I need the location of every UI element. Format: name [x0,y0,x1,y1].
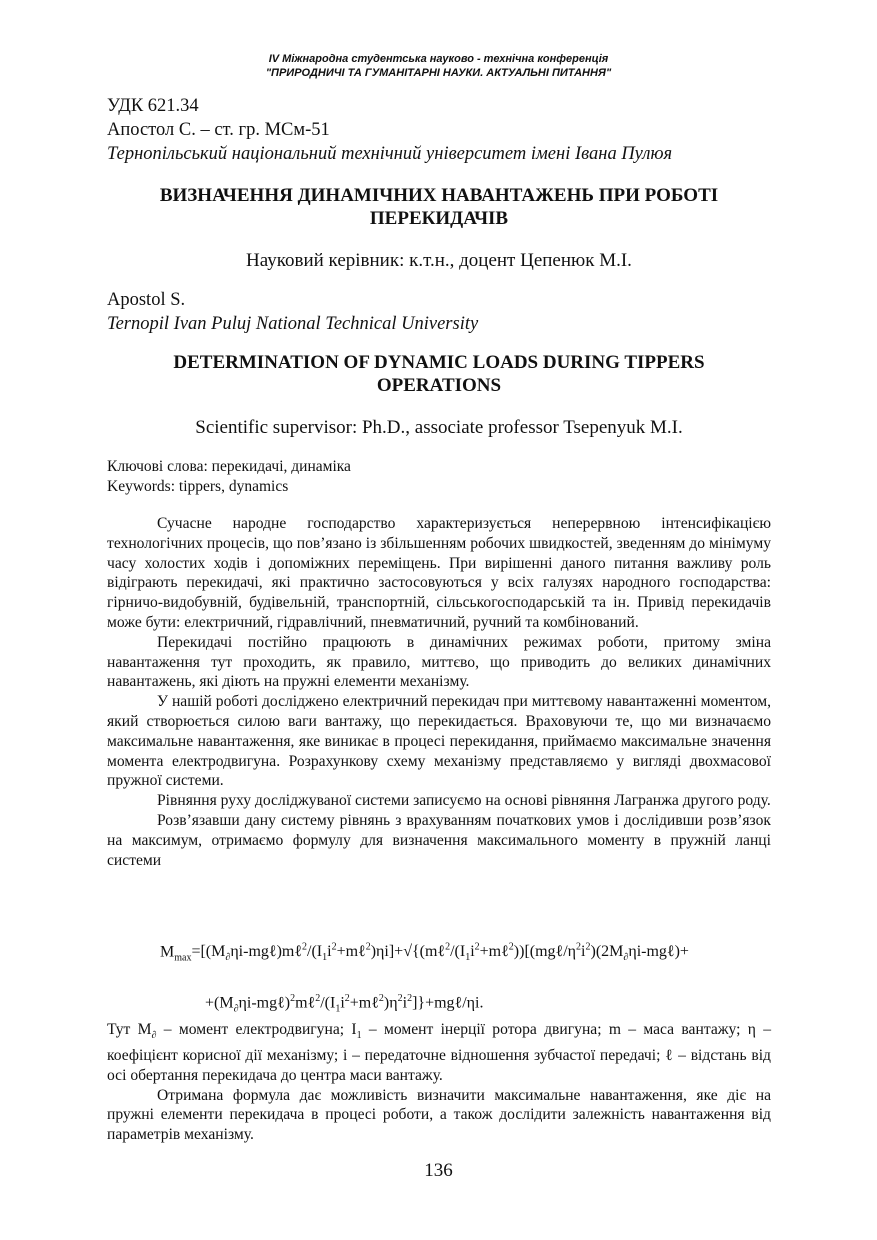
uk-supervisor: Науковий керівник: к.т.н., доцент Цепенюк М.І. [246,250,632,271]
en-meta [107,288,787,336]
conference-header [0,52,877,80]
superscript: 2 [365,942,371,953]
formula-text: ))[(mgℓ/η [513,943,577,961]
keywords-block [107,457,771,497]
udc-code: УДК 621.34 [107,96,199,116]
uk-affiliation: Тернопільський національний технічний університет імені Івана Пулюя [107,144,673,164]
formula-block [160,938,780,1019]
formula-line1 [160,938,780,969]
paragraph: Перекидачі постійно працюють в динамічних режимах роботи, притому зміна навантаження тут проходить, як правило, миттєво, що приводить до великих динамічних навантажень, які діють на пружні елементи механізму. [107,633,771,691]
subscript: ∂ [233,1003,239,1015]
superscript: 2 [585,942,591,953]
subscript: 1 [465,952,471,964]
formula-text: =[(M [191,943,226,961]
formula-text: i [402,993,408,1011]
formula-text: /(I [450,943,466,961]
uk-meta [107,94,787,166]
formula-text: ]}+mgℓ/ηi. [412,993,484,1011]
uk-author: Апостол С. – ст. гр. МСм-51 [107,120,330,140]
formula-text: /(I [320,993,336,1011]
uk-title [107,184,771,230]
formula-line2 [160,989,780,1020]
superscript: 2 [290,992,296,1004]
paragraph: Розв’язавши дану систему рівнянь з врахуванням початкових умов і дослідивши розв’язок на максимум, отримаємо формулу для визначення максимального моменту в пружній ланці системи [107,811,771,869]
subscript: 1 [322,952,328,964]
superscript: 2 [302,942,307,953]
formula-text: +mℓ [336,943,366,961]
keywords-uk: Ключові слова: перекидачі, динаміка [107,458,351,475]
formula-text: )η [383,993,398,1011]
conclusion-paragraph: Отримана формула дає можливість визначити максимальне навантаження, яке діє на пружні елементи перекидача в процесі роботи, а також дослідити залежність навантаження від параметрів механізму. [107,1086,771,1144]
formula-text: i [327,943,332,961]
superscript: 2 [315,992,321,1004]
en-affiliation: Ternopil Ivan Puluj National Technical University [107,314,479,334]
superscript: 2 [344,992,350,1004]
formula-text: – момент електродвигуна; I [156,1021,357,1038]
uk-title-line2: ПЕРЕКИДАЧІВ [369,208,509,229]
conference-title: IV Міжнародна студентська науково - технічна конференція [268,53,609,65]
formula-text: )(2M [590,943,624,961]
uk-title-line1: ВИЗНАЧЕННЯ ДИНАМІЧНИХ НАВАНТАЖЕНЬ ПРИ РОБОТІ [159,185,719,206]
formula-text: )ηi]+√{(mℓ [370,943,446,961]
subscript: ∂ [623,952,629,964]
formula-text: ηi-mgℓ)+ [628,943,689,961]
subscript: 1 [356,1030,362,1042]
superscript: 2 [331,942,337,953]
keywords-en: Keywords: tippers, dynamics [107,478,289,495]
formula-text: ηi-mgℓ)mℓ [230,943,302,961]
en-supervisor: Scientific supervisor: Ph.D., associate professor Tsepenyuk M.I. [195,417,683,438]
formula-text: i [340,993,345,1011]
subscript: ∂ [151,1030,157,1042]
en-title-line2: OPERATIONS [376,375,502,396]
superscript: 2 [445,942,451,953]
superscript: 2 [407,992,413,1004]
formula-text: ηi-mgℓ) [238,993,291,1011]
formula-text: /(I [307,943,323,961]
formula-text: +mℓ [479,943,509,961]
superscript: 2 [508,942,514,953]
formula-lhs: M [160,943,175,961]
variable-definitions [107,1020,771,1086]
subscript: ∂ [225,952,231,964]
conference-subtitle: "ПРИРОДНИЧІ ТА ГУМАНІТАРНІ НАУКИ. АКТУАЛЬНІ ПИТАННЯ" [265,67,612,79]
formula-line1-rhs [191,942,689,964]
formula-text: +mℓ [349,993,379,1011]
paragraph: У нашій роботі досліджено електричний перекидач при миттєвому навантаженні моментом, який створюється силою ваги вантажу, що перекидається. Враховуючи те, що ми визначаємо максимальне навантаження, яке виникає в процесі перекидання, приймаємо максимальне значення момента електродвигуна. Розрахункову схему механізму представляємо у вигляді двохмасової пружної системи. [107,693,772,790]
paragraph: Рівняння руху досліджуваної системи записуємо на основі рівняння Лагранжа другого роду. [157,792,771,810]
en-author: Apostol S. [107,290,186,310]
formula-text: Тут M [107,1021,152,1038]
formula-legend [107,1020,771,1145]
body-text [107,514,771,870]
formula-text: i [581,943,586,961]
superscript: 2 [576,942,582,953]
superscript: 2 [474,942,480,953]
formula-text: i [470,943,475,961]
en-title-line1: DETERMINATION OF DYNAMIC LOADS DURING TIPPERS [173,352,705,373]
subscript: 1 [335,1003,341,1015]
formula-text: mℓ [295,993,316,1011]
paragraph: Сучасне народне господарство характеризується неперервною інтенсифікацією технологічних процесів, що пов’язано із збільшенням робочих швидкостей, зведенням до мінімуму часу холостих ходів і допоміжних переміщень. При вирішенні даного питання важливу роль відіграють перекидачі, які практично застосовуються у всіх галузях народного господарства: гірничо-видобувній, будівельній, транспортній, сільськогосподарській та ін. Привід перекидачів може бути: електричний, гідравлічний, пневматичний, ручний та комбінований. [107,515,771,631]
en-title [107,351,771,397]
page-number: 136 [424,1160,453,1181]
formula-text: – момент інерції ротора двигуна; m – маса вантажу; η – коефіцієнт корисної дії механізму; i – передаточне відношення зубчастої передачі; ℓ – відстань від осі обертання перекидача до центра маси вантажу. [107,1021,771,1084]
superscript: 2 [397,992,403,1004]
formula-lhs-subscript: max [174,952,192,964]
formula-text: +(M [205,993,234,1011]
superscript: 2 [378,992,384,1004]
